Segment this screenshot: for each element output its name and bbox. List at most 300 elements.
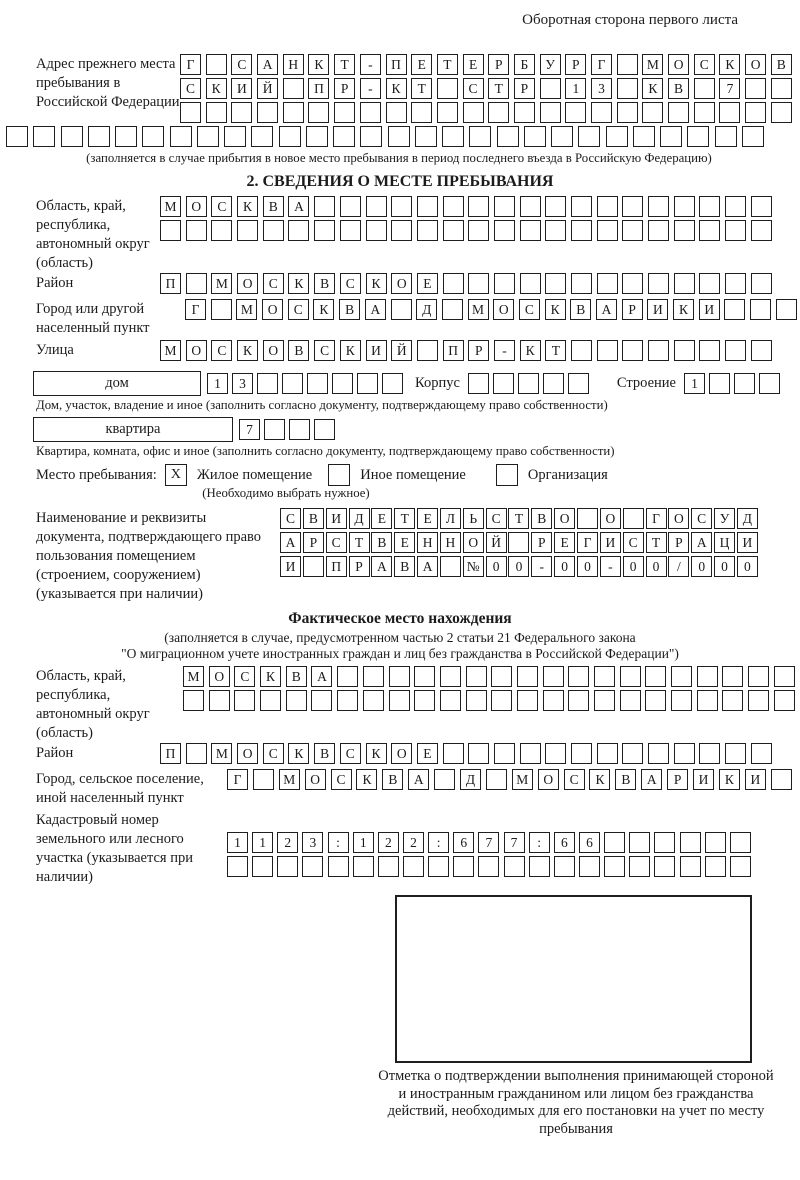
char-box <box>497 126 519 147</box>
char-box: Г <box>185 299 206 320</box>
district-line <box>160 273 772 294</box>
char-box <box>453 856 474 877</box>
char-box <box>623 508 644 529</box>
actual-location-caption-1: (заполняется в случае, предусмотренном частью 2 статьи 21 Федерального закона <box>164 630 636 645</box>
char-box: 3 <box>232 373 253 394</box>
char-box: М <box>183 666 204 687</box>
char-box <box>491 666 512 687</box>
char-box <box>307 373 328 394</box>
char-box: О <box>745 54 766 75</box>
char-box <box>442 299 463 320</box>
actual-city-label: Город, сельское поселение, иной населенный пункт <box>36 771 204 806</box>
char-box: О <box>262 299 283 320</box>
char-box: С <box>211 340 232 361</box>
char-box: В <box>339 299 360 320</box>
char-box: Д <box>460 769 481 790</box>
char-box: 3 <box>302 832 323 853</box>
char-box <box>186 743 207 764</box>
char-box: 1 <box>252 832 273 853</box>
char-box: Й <box>257 78 278 99</box>
char-box: Р <box>622 299 643 320</box>
stamp-box <box>395 895 752 1063</box>
apartment-label-box: квартира <box>33 417 233 442</box>
char-box <box>443 196 464 217</box>
apartment-boxes <box>239 419 335 440</box>
region-rows <box>160 196 772 244</box>
char-box: Н <box>417 532 438 553</box>
char-box <box>620 690 641 711</box>
char-box <box>571 743 592 764</box>
char-box: О <box>463 532 484 553</box>
house-label-box: дом <box>33 371 201 396</box>
char-box <box>751 273 772 294</box>
char-box <box>224 126 246 147</box>
char-box <box>578 126 600 147</box>
char-box <box>508 532 529 553</box>
char-box: О <box>237 273 258 294</box>
char-box: 1 <box>227 832 248 853</box>
char-box: С <box>263 743 284 764</box>
char-box <box>604 832 625 853</box>
char-box <box>428 856 449 877</box>
char-box: 2 <box>277 832 298 853</box>
char-box: Ь <box>463 508 484 529</box>
char-box <box>543 373 564 394</box>
char-box: 2 <box>403 832 424 853</box>
char-box <box>604 856 625 877</box>
char-box <box>488 102 509 123</box>
char-box: Т <box>508 508 529 529</box>
char-box: И <box>647 299 668 320</box>
char-box <box>366 196 387 217</box>
char-box: О <box>391 743 412 764</box>
char-box: О <box>263 340 284 361</box>
char-box: К <box>673 299 694 320</box>
char-box <box>440 666 461 687</box>
char-box <box>33 126 55 147</box>
char-box <box>357 373 378 394</box>
char-box <box>771 78 792 99</box>
actual-location-caption-2: "О миграционном учете иностранных граждан и лиц без гражданства в Российской Федерации") <box>121 646 679 661</box>
char-box <box>234 690 255 711</box>
section-2-title: 2. СВЕДЕНИЯ О МЕСТЕ ПРЕБЫВАНИЯ <box>246 173 554 190</box>
char-box <box>253 769 274 790</box>
char-box <box>776 299 797 320</box>
char-box: - <box>600 556 621 577</box>
char-box <box>469 126 491 147</box>
char-box <box>620 666 641 687</box>
char-box <box>197 126 219 147</box>
checkbox-zhiloe-pomeshenie: X <box>165 464 187 486</box>
char-box <box>252 856 273 877</box>
char-box: Р <box>668 532 689 553</box>
char-box: А <box>596 299 617 320</box>
char-box: С <box>486 508 507 529</box>
char-box: - <box>360 78 381 99</box>
char-box <box>709 373 730 394</box>
prev-address-caption: (заполняется в случае прибытия в новое место пребывания в период последнего въезда в Российскую Федерацию) <box>86 151 712 165</box>
char-box <box>468 373 489 394</box>
char-box <box>622 196 643 217</box>
char-box <box>748 690 769 711</box>
char-box <box>730 856 751 877</box>
char-box: О <box>209 666 230 687</box>
char-box: К <box>237 340 258 361</box>
stay-note: (Необходимо выбрать нужное) <box>202 486 370 500</box>
char-box <box>257 373 278 394</box>
char-box <box>263 220 284 241</box>
char-box: У <box>714 508 735 529</box>
char-box: Т <box>488 78 509 99</box>
char-box <box>545 273 566 294</box>
checkbox-inoe-pomeshenie <box>328 464 350 486</box>
char-box <box>389 666 410 687</box>
option-zhiloe-label: Жилое помещение <box>196 466 313 483</box>
char-box: К <box>642 78 663 99</box>
char-box: Т <box>545 340 566 361</box>
char-box: Д <box>737 508 758 529</box>
char-box <box>417 196 438 217</box>
region-line-1 <box>160 196 772 217</box>
char-box <box>302 856 323 877</box>
char-box: Т <box>646 532 667 553</box>
char-box <box>520 743 541 764</box>
char-box <box>540 78 561 99</box>
street-label: Улица <box>36 342 74 358</box>
char-box <box>206 102 227 123</box>
char-box: В <box>286 666 307 687</box>
char-box: М <box>160 196 181 217</box>
char-box: Р <box>349 556 370 577</box>
char-box <box>463 102 484 123</box>
char-box: С <box>694 54 715 75</box>
char-box: Д <box>416 299 437 320</box>
char-box <box>674 196 695 217</box>
char-box: В <box>288 340 309 361</box>
char-box: О <box>493 299 514 320</box>
char-box <box>391 196 412 217</box>
char-box <box>633 126 655 147</box>
char-box <box>674 273 695 294</box>
char-box <box>571 340 592 361</box>
char-box: К <box>386 78 407 99</box>
char-box <box>724 299 745 320</box>
char-box <box>654 832 675 853</box>
char-box <box>551 126 573 147</box>
char-box <box>211 299 232 320</box>
char-box <box>680 832 701 853</box>
char-box: Г <box>646 508 667 529</box>
char-box <box>334 102 355 123</box>
char-box: О <box>538 769 559 790</box>
char-box: С <box>463 78 484 99</box>
char-box <box>699 273 720 294</box>
char-box: А <box>280 532 301 553</box>
char-box <box>494 196 515 217</box>
actual-region-field <box>36 666 792 743</box>
char-box <box>209 690 230 711</box>
char-box: 2 <box>378 832 399 853</box>
char-box <box>303 556 324 577</box>
stroenie-label: Строение <box>616 375 676 391</box>
char-box: С <box>623 532 644 553</box>
char-box <box>466 666 487 687</box>
actual-district-label: Район <box>36 745 74 761</box>
char-box <box>694 102 715 123</box>
char-box: В <box>314 743 335 764</box>
char-box <box>554 856 575 877</box>
stamp-caption: Отметка о подтверждении выполнения принимающей стороной и иностранным гражданином или лицом без гражданства действий, необходимых для его постановки на учет по месту пребывания <box>378 1068 774 1137</box>
char-box <box>494 743 515 764</box>
char-box <box>520 220 541 241</box>
char-box <box>577 508 598 529</box>
char-box <box>730 832 751 853</box>
char-box: С <box>340 743 361 764</box>
char-box <box>382 373 403 394</box>
char-box <box>751 196 772 217</box>
char-box: К <box>366 743 387 764</box>
char-box: К <box>206 78 227 99</box>
char-box: С <box>231 54 252 75</box>
char-box: В <box>382 769 403 790</box>
char-box <box>725 340 746 361</box>
house-caption: Дом, участок, владение и иное (заполнить согласно документу, подтверждающему право собственности) <box>36 398 608 412</box>
char-box <box>257 102 278 123</box>
char-box: М <box>236 299 257 320</box>
char-box: С <box>331 769 352 790</box>
char-box <box>571 196 592 217</box>
char-box: К <box>589 769 610 790</box>
char-box <box>211 220 232 241</box>
char-box: К <box>260 666 281 687</box>
cadastre-line-2 <box>227 856 751 877</box>
char-box <box>142 126 164 147</box>
char-box: П <box>160 273 181 294</box>
char-box <box>328 856 349 877</box>
char-box: Ц <box>714 532 735 553</box>
char-box <box>597 220 618 241</box>
char-box: П <box>386 54 407 75</box>
char-box: Е <box>554 532 575 553</box>
char-box <box>251 126 273 147</box>
char-box <box>606 126 628 147</box>
actual-city-line <box>227 769 792 790</box>
char-box: Т <box>349 532 370 553</box>
char-box: Г <box>577 532 598 553</box>
char-box <box>514 102 535 123</box>
char-box: - <box>360 54 381 75</box>
city-label: Город или другой населенный пункт <box>36 301 150 336</box>
char-box <box>705 832 726 853</box>
char-box <box>160 220 181 241</box>
char-box: Р <box>667 769 688 790</box>
char-box: Р <box>514 78 535 99</box>
char-box: Г <box>591 54 612 75</box>
char-box <box>622 273 643 294</box>
char-box: Т <box>411 78 432 99</box>
char-box: 7 <box>719 78 740 99</box>
char-box <box>333 126 355 147</box>
char-box <box>478 856 499 877</box>
document-field <box>36 508 792 604</box>
char-box: К <box>288 273 309 294</box>
char-box <box>699 220 720 241</box>
char-box: Г <box>180 54 201 75</box>
char-box <box>206 54 227 75</box>
char-box <box>227 856 248 877</box>
char-box <box>745 78 766 99</box>
char-box: М <box>211 743 232 764</box>
char-box: 1 <box>565 78 586 99</box>
char-box: 1 <box>684 373 705 394</box>
char-box <box>403 856 424 877</box>
char-box: В <box>771 54 792 75</box>
char-box: Р <box>488 54 509 75</box>
char-box: И <box>366 340 387 361</box>
char-box: 7 <box>239 419 260 440</box>
char-box <box>337 666 358 687</box>
char-box <box>180 102 201 123</box>
char-box <box>363 666 384 687</box>
char-box <box>360 102 381 123</box>
char-box <box>680 856 701 877</box>
apartment-caption: Квартира, комната, офис и иное (заполнить согласно документу, подтверждающему право собственности) <box>36 444 615 458</box>
char-box <box>617 102 638 123</box>
char-box: С <box>564 769 585 790</box>
char-box <box>415 126 437 147</box>
char-box <box>170 126 192 147</box>
char-box <box>504 856 525 877</box>
char-box <box>751 220 772 241</box>
char-box <box>466 690 487 711</box>
char-box <box>705 856 726 877</box>
prev-address-rows <box>180 54 792 126</box>
char-box <box>61 126 83 147</box>
document-label: Наименование и реквизиты документа, подтверждающего право пользования помещением (строением, сооружением) (указывается при наличии) <box>36 510 262 602</box>
char-box <box>289 419 310 440</box>
char-box: / <box>668 556 689 577</box>
char-box <box>771 102 792 123</box>
char-box: М <box>642 54 663 75</box>
actual-district-field <box>36 743 792 767</box>
char-box <box>654 856 675 877</box>
char-box: А <box>641 769 662 790</box>
korpus-label: Корпус <box>415 375 460 391</box>
char-box <box>389 690 410 711</box>
char-box: А <box>288 196 309 217</box>
region-field <box>36 196 792 273</box>
char-box <box>622 340 643 361</box>
char-box: О <box>186 196 207 217</box>
char-box: 0 <box>577 556 598 577</box>
city-line <box>185 299 797 320</box>
char-box: Е <box>417 273 438 294</box>
char-box: М <box>512 769 533 790</box>
char-box <box>494 220 515 241</box>
stroenie-boxes <box>684 373 780 394</box>
char-box <box>645 666 666 687</box>
stay-type-row <box>36 464 792 486</box>
prev-address-line-3 <box>180 102 792 123</box>
char-box <box>366 220 387 241</box>
char-box <box>283 78 304 99</box>
char-box: С <box>340 273 361 294</box>
char-box <box>543 666 564 687</box>
char-box <box>697 690 718 711</box>
char-box: К <box>313 299 334 320</box>
street-field <box>36 340 792 364</box>
char-box <box>591 102 612 123</box>
char-box: И <box>693 769 714 790</box>
char-box <box>597 340 618 361</box>
char-box <box>543 690 564 711</box>
char-box <box>520 196 541 217</box>
char-box: Й <box>486 532 507 553</box>
char-box: И <box>699 299 720 320</box>
korpus-boxes <box>468 373 589 394</box>
char-box <box>622 743 643 764</box>
char-box <box>722 666 743 687</box>
document-line-2 <box>280 532 758 553</box>
char-box: В <box>615 769 636 790</box>
char-box <box>391 299 412 320</box>
char-box <box>648 196 669 217</box>
char-box: А <box>408 769 429 790</box>
char-box <box>264 419 285 440</box>
char-box <box>694 78 715 99</box>
prev-address-label: Адрес прежнего места пребывания в Российской Федерации <box>36 56 180 110</box>
char-box <box>468 273 489 294</box>
char-box <box>186 220 207 241</box>
char-box: А <box>257 54 278 75</box>
char-box <box>378 856 399 877</box>
char-box <box>417 220 438 241</box>
actual-region-label: Область, край, республика, автономный округ (область) <box>36 668 150 741</box>
char-box: М <box>468 299 489 320</box>
char-box: О <box>237 743 258 764</box>
char-box <box>774 666 795 687</box>
char-box: И <box>600 532 621 553</box>
char-box: 7 <box>478 832 499 853</box>
char-box <box>332 373 353 394</box>
char-box <box>771 769 792 790</box>
char-box <box>491 690 512 711</box>
char-box: С <box>519 299 540 320</box>
char-box: : <box>529 832 550 853</box>
char-box <box>725 220 746 241</box>
char-box <box>642 102 663 123</box>
char-box <box>414 690 435 711</box>
char-box: К <box>340 340 361 361</box>
char-box <box>579 856 600 877</box>
char-box: К <box>719 769 740 790</box>
char-box <box>386 102 407 123</box>
char-box <box>734 373 755 394</box>
char-box <box>115 126 137 147</box>
char-box: С <box>288 299 309 320</box>
document-line-1 <box>280 508 758 529</box>
char-box <box>648 220 669 241</box>
char-box <box>186 273 207 294</box>
char-box <box>443 273 464 294</box>
char-box <box>594 690 615 711</box>
char-box <box>437 78 458 99</box>
char-box: - <box>531 556 552 577</box>
char-box: В <box>303 508 324 529</box>
char-box: Е <box>417 508 438 529</box>
actual-region-line-2 <box>183 690 795 711</box>
char-box: 1 <box>207 373 228 394</box>
